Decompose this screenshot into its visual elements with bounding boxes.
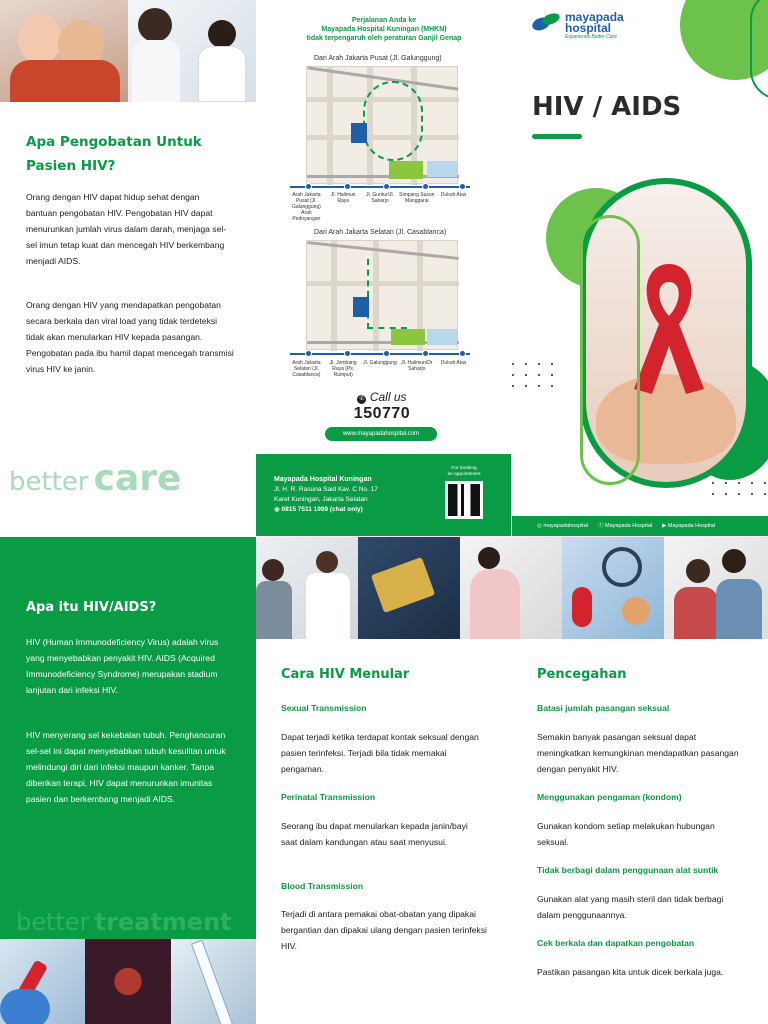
better-treatment-bold: treatment xyxy=(94,908,232,936)
instagram-icon: ◎ xyxy=(537,523,542,529)
treatment-heading-line2: Pasien HIV? xyxy=(26,158,116,174)
booking-line1: For booking xyxy=(451,466,477,471)
transmission-text-blood: Terjadi di antara pemakai obat-obatan yang dipakai bergantian dan dipakai ulang dengan pasien terinfeksi HIV. xyxy=(281,909,487,951)
better-care-slogan xyxy=(9,458,181,499)
station-label: Jl. Guntur/Jl. Saharjo xyxy=(365,192,395,204)
station-label: Arah Jakarta Pusat (Jl. Galunggung) Arah Pedoyangan xyxy=(291,192,321,222)
treatment-heading-line1: Apa Pengobatan Untuk xyxy=(26,134,202,150)
better-care-bold: care xyxy=(93,458,182,499)
transmission-heading: Cara HIV Menular xyxy=(281,667,410,682)
map2-caption: Dari Arah Jakarta Selatan (Jl. Casablanca) xyxy=(314,229,447,236)
metro-station-dot xyxy=(344,183,351,190)
brand-tagline: Experience Better Care xyxy=(565,34,617,40)
station-label: Jl. Jombang Raya (Ps. Rumput) xyxy=(329,360,357,378)
syringe-photo xyxy=(171,939,256,1024)
map1-metro-line xyxy=(290,186,470,188)
metro-station-dot xyxy=(305,350,312,357)
transmission-title-perinatal: Perinatal Transmission xyxy=(281,792,376,802)
blue-area xyxy=(427,161,457,177)
call-block xyxy=(330,390,434,423)
map2-metro-line xyxy=(290,353,470,355)
qr-code-icon[interactable] xyxy=(445,481,483,519)
contact-address-line1: Jl. H. R. Rasuna Said Kav. C No. 17 xyxy=(274,486,378,493)
directions-title-line2: Mayapada Hospital Kuningan (MHKN) xyxy=(321,26,447,33)
blood-test-photo xyxy=(0,939,85,1024)
station-label: Jl. Halimun Raya xyxy=(330,192,356,204)
decor-dots-left xyxy=(512,363,555,387)
metro-station-dot xyxy=(305,183,312,190)
contact-text xyxy=(274,475,378,515)
prevention-title-condom: Menggunakan pengaman (kondom) xyxy=(537,792,682,802)
metro-station-dot xyxy=(383,350,390,357)
route-line xyxy=(363,81,423,161)
booking-label xyxy=(440,466,488,478)
brand-name-line1: mayapada xyxy=(565,10,624,24)
green-area xyxy=(389,161,423,179)
brand-logo xyxy=(532,12,624,41)
contact-address-line2: Karet Kuningan, Jakarta Selatan xyxy=(274,496,368,503)
social-links xyxy=(537,521,715,531)
treatment-heading xyxy=(26,130,202,178)
metro-station-dot xyxy=(422,350,429,357)
map2-station-labels xyxy=(288,360,472,378)
contact-hospital-name: Mayapada Hospital Kuningan xyxy=(274,476,372,483)
pregnant-woman-photo xyxy=(460,537,562,639)
better-treatment-slogan xyxy=(16,908,232,936)
social-instagram[interactable] xyxy=(537,521,588,531)
booking-line2: an appointment xyxy=(447,472,481,477)
hero-title: HIV / AIDS xyxy=(532,92,682,122)
green-area xyxy=(391,329,425,345)
mayapada-logo-icon xyxy=(532,12,562,32)
station-label: Dukuh Atas xyxy=(440,360,467,366)
metro-station-dot xyxy=(459,350,466,357)
prevention-title-syringe: Tidak berbagi dalam penggunaan alat suntik xyxy=(537,865,719,875)
better-care-light: better xyxy=(9,467,89,497)
station-label: Arah Jakarta Selatan (Jl. Casablanca) xyxy=(292,360,321,378)
treatment-paragraph-1: Orang dengan HIV dapat hidup sehat dengan bantuan pengobatan HIV. Pengobatan HIV dapat menurunkan jumlah virus dalam darah, menjaga sel-sel imun tetap kuat dan mencegah HIV berkembang menjadi AIDS. xyxy=(26,192,227,266)
blue-area xyxy=(427,329,457,345)
couple-heart-photo xyxy=(664,537,768,639)
map1-station-labels xyxy=(288,192,472,222)
prevention-title-checkup: Cek berkala dan dapatkan pengobatan xyxy=(537,938,695,948)
prevention-text-condom: Gunakan kondom setiap melakukan hubungan seksual. xyxy=(537,821,715,847)
prevention-title-partners: Batasi jumlah pasangan seksual xyxy=(537,703,670,713)
prevention-heading: Pencegahan xyxy=(537,667,627,682)
doctor-consultation-photo xyxy=(128,0,256,102)
station-label: Jl. Galunggung xyxy=(363,360,397,366)
route-line xyxy=(367,259,407,329)
directions-title-line3: tidak terpengaruh oleh peraturan Ganjil Genap xyxy=(306,35,462,42)
what-is-paragraph-1: HIV (Human Immunodeficiency Virus) adalah virus yang menyebabkan penyakit HIV. AIDS (Acquired Immunodeficiency Syndrome) merupakan stadium lanjutan dari infeksi HIV. xyxy=(26,637,219,695)
call-label: Call us xyxy=(369,390,407,404)
hospital-marker xyxy=(351,123,367,143)
directions-title xyxy=(256,16,512,43)
social-youtube-label: Mayapada Hospital xyxy=(667,523,715,529)
transmission-text-perinatal: Seorang ibu dapat menularkan kepada janin/bayi saat dalam kandungan atau saat menyusui. xyxy=(281,821,468,847)
decor-dots-right xyxy=(712,482,768,495)
virus-photo xyxy=(85,939,171,1024)
metro-station-dot xyxy=(459,183,466,190)
station-label: Dukuh Atas xyxy=(440,192,467,198)
transmission-title-sexual: Sexual Transmission xyxy=(281,703,367,713)
metro-station-dot xyxy=(383,183,390,190)
map-jakarta-pusat xyxy=(306,66,458,184)
whatsapp-icon: ◉ xyxy=(274,506,280,513)
call-number[interactable]: 150770 xyxy=(353,405,411,422)
decor-ring-inner xyxy=(580,215,640,485)
treatment-paragraph-2: Orang dengan HIV yang mendapatkan pengobatan secara berkala dan viral load yang tidak terdeteksi tidak akan menularkan HIV kepada pasangan. Pengobatan pada ibu hamil dapat mencegah transmisi virus HIV ke janin. xyxy=(26,300,234,374)
prevention-text-partners: Semakin banyak pasangan seksual dapat meningkatkan kemungkinan mendapatkan pasangan dengan penyakit HIV. xyxy=(537,732,739,774)
decor-ring-top xyxy=(750,0,768,100)
transmission-title-blood: Blood Transmission xyxy=(281,881,364,891)
stethoscope-ribbon-photo xyxy=(562,537,664,639)
social-instagram-label: mayapadahospital xyxy=(543,523,588,529)
station-label: Simpang Susun Manggarai xyxy=(399,192,435,204)
transmission-text-sexual: Dapat terjadi ketika terdapat kontak seksual dengan pasien terinfeksi. Terjadi bila tidak memakai pengaman. xyxy=(281,732,479,774)
metro-station-dot xyxy=(422,183,429,190)
station-label: Jl. Halimun/Dr Saharjo xyxy=(401,360,433,372)
social-facebook[interactable] xyxy=(598,521,652,531)
social-youtube[interactable] xyxy=(662,521,715,531)
map1-caption: Dari Arah Jakarta Pusat (Jl. Galunggung) xyxy=(314,55,442,62)
brand-name-line2: hospital xyxy=(565,21,612,35)
website-button[interactable]: www.mayapadahospital.com xyxy=(325,427,437,441)
couple-photo xyxy=(0,0,128,102)
hero-title-underline xyxy=(532,134,582,139)
social-facebook-label: Mayapada Hospital xyxy=(605,523,653,529)
phone-icon: ✆ xyxy=(359,396,365,402)
map-jakarta-selatan xyxy=(306,240,458,350)
better-treatment-light: better xyxy=(16,908,90,936)
contact-whatsapp[interactable]: 0815 7511 1999 (chat only) xyxy=(281,506,363,513)
facebook-icon: ⓕ xyxy=(598,523,604,529)
prevention-text-checkup: Pastikan pasangan kita untuk dicek berkala juga. xyxy=(537,967,724,977)
group-counseling-photo xyxy=(256,537,358,639)
metro-station-dot xyxy=(344,350,351,357)
what-is-paragraph-2: HIV menyerang sel kekebalan tubuh. Penghancuran sel-sel ini dapat menyebabkan tubuh kesulitan untuk melindungi diri dari infeksi maupun kanker. Tanpa diberikan terapi, HIV dapat menurunkan imunitas pasien dan berkembang menjadi AIDS. xyxy=(26,730,226,804)
youtube-icon: ▶ xyxy=(662,523,667,529)
directions-title-line1: Perjalanan Anda ke xyxy=(351,17,417,24)
hospital-marker xyxy=(353,297,369,317)
prevention-text-syringe: Gunakan alat yang masih steril dan tidak berbagi dalam penggunaannya. xyxy=(537,894,724,920)
what-is-heading: Apa itu HIV/AIDS? xyxy=(26,600,157,615)
condom-photo xyxy=(358,537,460,639)
